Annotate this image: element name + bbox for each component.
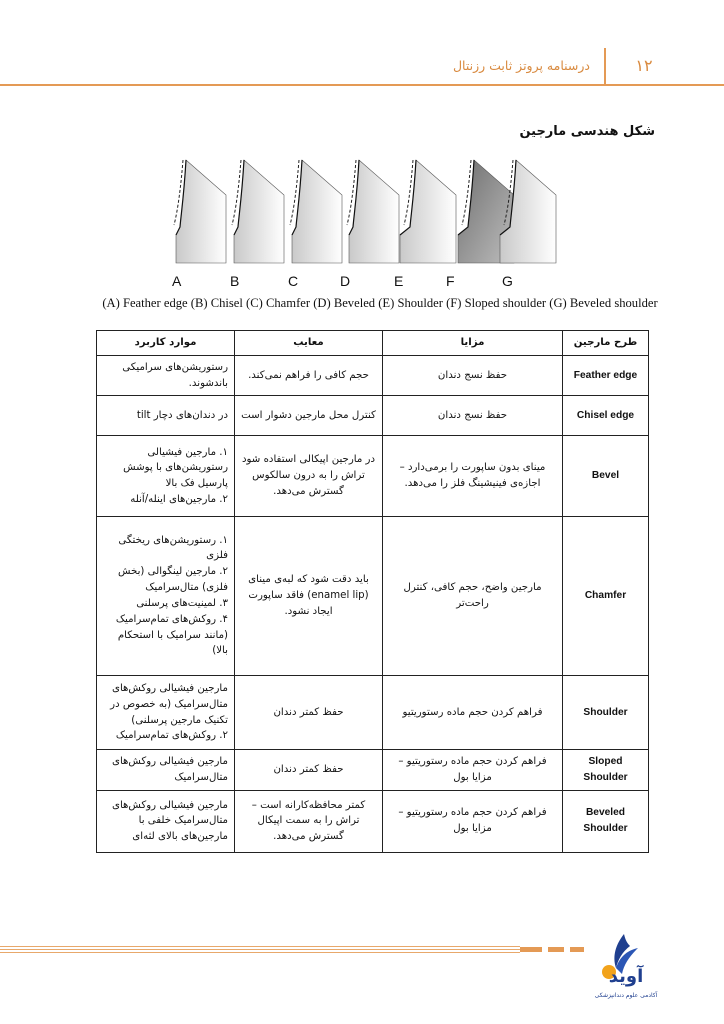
indication-item: مارجین فیشیالی روکش‌های متال‌سرامیک خلفی با مارجین‌های بالای لثه‌ای [111,799,228,843]
indication-item: ۲. مارجین لینگوالی (بخش فلزی) متال‌سرامیک [118,566,228,594]
figure-letter-label: B [230,273,240,289]
header-divider [604,48,606,85]
tooth-preparation [347,160,399,263]
indication-item: ۲. روکش‌های تمام‌سرامیک [115,730,228,742]
margin-name-cell: Sloped Shoulder [563,750,649,790]
tooth-preparation [174,160,226,263]
figure-letter-label: F [446,273,455,289]
page-number: ۱۲ [635,56,653,75]
indication-item: ۲. مارجین‌های اینله/آنله [130,494,228,506]
tooth-preparation [400,160,456,263]
advantages-cell: مینای بدون ساپورت را برمی‌دارد – اجازه‌ی فینیشینگ فلز را می‌دهد. [383,436,563,516]
table-row [97,396,649,436]
header-rule [0,84,724,86]
indications-cell [97,396,235,436]
margin-design-table [96,330,649,853]
disadvantages-cell: در مارجین اپیکالی استفاده شود تراش را به درون سالکوس گسترش می‌دهد. [235,436,383,516]
margin-name-cell: Feather edge [563,356,649,396]
margin-name-cell: Bevel [563,436,649,516]
advantages-cell: مارجین واضح، حجم کافی، کنترل راحت‌تر [383,516,563,675]
margin-name-cell: Shoulder [563,675,649,749]
indications-cell [97,436,235,516]
disadvantages-cell: حجم کافی را فراهم نمی‌کند. [235,356,383,396]
table-body [97,356,649,853]
indication-item: ۱. مارجین فیشیالی رستوریشن‌های با پوشش پارسیل فک بالا [123,446,228,490]
indications-cell [97,750,235,790]
indication-item: رستوریشن‌های سرامیکی باندشوند. [122,361,228,389]
indication-item: در دندان‌های دچار tilt [136,409,228,421]
indication-item: مارجین فیشیالی روکش‌های متال‌سرامیک (به خصوص در تکنیک مارجین پرسلنی) [110,683,228,726]
indication-item: مارجین فیشیالی روکش‌های متال‌سرامیک [111,756,228,783]
margin-name-cell: Beveled Shoulder [563,790,649,852]
advantages-cell: فراهم کردن حجم ماده رستوریتیو [383,675,563,749]
avid-logo [594,932,704,1012]
footer-hatch [0,946,520,954]
disadvantages-cell: کنترل محل مارجین دشوار است [235,396,383,436]
tooth-preparation [232,160,284,263]
margin-geometry-figure [150,155,560,295]
footer-dash [520,947,542,952]
disadvantages-cell: حفظ کمتر دندان [235,675,383,749]
indications-cell [97,516,235,675]
advantages-cell: حفظ نسج دندان [383,356,563,396]
table-row [97,436,649,516]
figure-letter-label: A [172,273,182,289]
header-advantages: مزایا [383,331,563,356]
indications-cell [97,790,235,852]
header-disadvantages: معایب [235,331,383,356]
logo-name: آوید [608,966,644,987]
figure-caption: (A) Feather edge (B) Chisel (C) Chamfer (D) Beveled (E) Shoulder (F) Sloped shoulder (G) Beveled shoulder [102,296,658,310]
logo-tagline: آکادمی علوم دندانپزشکی [594,992,658,999]
indications-cell [97,356,235,396]
indications-cell [97,675,235,749]
margin-name-cell: Chamfer [563,516,649,675]
indication-item: ۳. لمینیت‌های پرسلنی [136,597,228,609]
figure-letter-label: E [394,273,404,289]
footer-dash [570,947,584,952]
margin-figure-drawing [150,155,560,295]
advantages-cell: فراهم کردن حجم ماده رستوریتیو – مزایا بول [383,750,563,790]
table-row [97,516,649,675]
figure-letter-label: G [502,273,513,289]
tooth-preparations [174,160,556,263]
figure-letter-label: C [288,273,299,289]
advantages-cell: فراهم کردن حجم ماده رستوریتیو – مزایا بول [383,790,563,852]
header-margin-design: طرح مارجین [563,331,649,356]
table-row [97,750,649,790]
figure-letter-labels [172,273,513,289]
disadvantages-cell: حفظ کمتر دندان [235,750,383,790]
table-row [97,356,649,396]
footer-dash [548,947,564,952]
disadvantages-cell: باید دقت شود که لبه‌ی مینای (enamel lip) فاقد ساپورت ایجاد نشود. [235,516,383,675]
indication-item: ۱. رستوریشن‌های ریختگی فلزی [118,534,228,562]
margin-name-cell: Chisel edge [563,396,649,436]
tooth-preparation [290,160,342,263]
table-row [97,790,649,852]
figure-letter-label: D [340,273,351,289]
advantages-cell: حفظ نسج دندان [383,396,563,436]
table-header-row [97,331,649,356]
disadvantages-cell: کمتر محافظه‌کارانه است – تراش را به سمت اپیکال گسترش می‌دهد. [235,790,383,852]
running-title: درسنامه پروتز ثابت رزنتال [452,58,590,73]
section-title: شکل هندسی مارجین [519,124,655,139]
table-row [97,675,649,749]
header-indications: موارد کاربرد [97,331,235,356]
indication-item: ۴. روکش‌های تمام‌سرامیک (مانند سرامیک با استحکام بالا) [115,613,228,657]
